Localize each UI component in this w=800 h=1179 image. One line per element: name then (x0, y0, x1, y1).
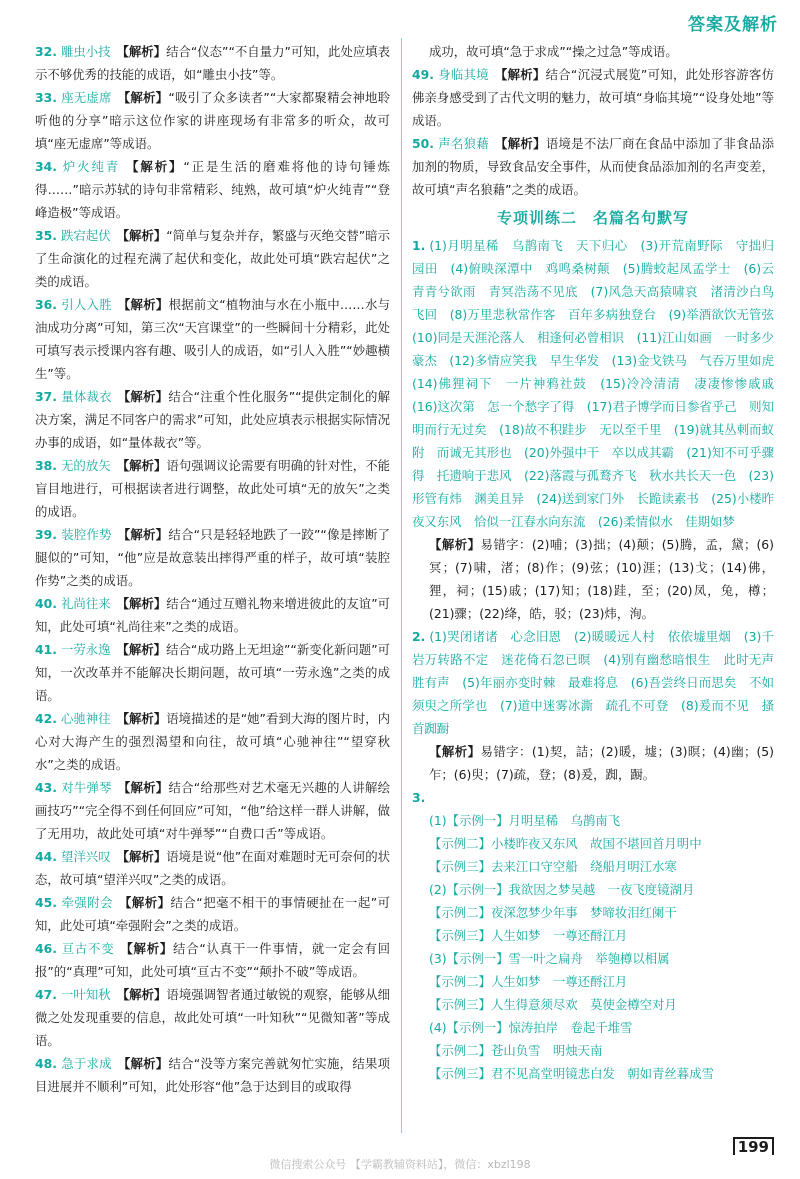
analysis-text: 结合“沉浸式展览”可知，此处形容游客仿佛亲身感受到了古代文明的魅力，故可填“身临其境”“设身处地”等成语。 (412, 67, 775, 128)
analysis-tag: 【解析】 (117, 1056, 169, 1071)
page-number: 199 (733, 1137, 774, 1155)
analysis-tag: 【解析】 (117, 780, 169, 795)
analysis-tag: 【解析】 (116, 44, 167, 59)
question-1-analysis (412, 533, 774, 625)
question-3 (412, 786, 774, 1085)
analysis-tag: 【解析】 (116, 596, 167, 611)
analysis-text: 语境强调智者通过敏锐的观察，能够从细微之处发现重要的信息，故此处可填“一叶知秋”“见微知著”等成语。 (35, 987, 391, 1048)
answer-term: 礼尚往来 (60, 596, 111, 611)
example-line: 【示例三】人生得意须尽欢 莫使金樽空对月 (429, 997, 677, 1012)
entry-number: 36. (35, 297, 57, 312)
answer-term: 身临其境 (437, 67, 489, 82)
example-line: (1)【示例一】月明星稀 乌鹊南飞 (429, 813, 621, 828)
analysis-text: 语境是不法厂商在食品中添加了非食品添加剂的物质，导致食品安全事件，从而使食品添加剂的名声变差，故可填“声名狼藉”之类的成语。 (412, 136, 775, 197)
question-1 (412, 234, 787, 533)
answer-term: 对牛弹琴 (60, 780, 112, 795)
question-number: 1. (412, 238, 426, 253)
analysis-text: “简单与复杂并存，繁盛与灭绝交替”暗示了生命演化的过程充满了起伏和变化，故此处可填“跌宕起伏”之类的成语。 (35, 228, 391, 289)
answer-list: (1)哭闭诸诸 心念旧恩 (2)暖暖远人村 依依墟里烟 (3)千岩万转路不定 迷花倚石忽已暝 (4)别有幽愁暗恨生 此时无声胜有声 (5)年丽亦变时棘 最难将息 (6)吾尝终日而思矣 不如须臾之所学也 (7)道中迷雾冰澌 疏孔不可登 (8)爰而不见 搔首踟蹰 (412, 629, 774, 736)
question-2-analysis (412, 740, 774, 786)
analysis-tag: 【解析】 (126, 159, 184, 174)
answer-term: 无的放矢 (60, 458, 111, 473)
entry-number: 42. (35, 711, 57, 726)
example-line: 【示例三】人生如梦 一尊还酹江月 (429, 928, 628, 943)
answer-term: 心驰神往 (60, 711, 111, 726)
answer-term: 急于求成 (60, 1056, 112, 1071)
answer-entry (35, 385, 390, 454)
answer-term: 雕虫小技 (60, 44, 111, 59)
analysis-tag: 【解析】 (429, 744, 481, 759)
analysis-tag: 【解析】 (116, 987, 167, 1002)
analysis-text: 易错字：(2)哺；(3)拙；(4)颠；(5)腾，孟，黛；(6)冥；(7)啸，渚；(8)作；(9)弦；(10)涯；(13)戈；(14)佛，狸，祠；(15)戚；(17)知；(18)跬，至；(20)凤，兔，樽；(21)骤；(22)绛，皓，驳；(23)炜，洵。 (429, 537, 774, 621)
column-divider (401, 38, 402, 1133)
answer-term: 跌宕起伏 (60, 228, 111, 243)
example-line: (2)【示例一】我欲因之梦吴越 一夜飞度镜湖月 (429, 882, 695, 897)
answer-term: 一叶知秋 (60, 987, 111, 1002)
analysis-tag: 【解析】 (116, 458, 167, 473)
right-column (412, 40, 787, 1085)
analysis-text: “正是生活的磨难将他的诗句锤炼得……”暗示苏轼的诗句非常精彩、纯熟，故可填“炉火纯青”“登峰造极”等成语。 (35, 159, 391, 220)
continued-analysis: 成功，故可填“急于求成”“操之过急”等成语。 (429, 44, 678, 59)
example-line: 【示例二】苍山负雪 明烛天南 (429, 1043, 603, 1058)
entry-number: 34. (35, 159, 57, 174)
analysis-tag: 【解析】 (120, 941, 174, 956)
example-line: 【示例二】小楼昨夜又东风 故国不堪回首月明中 (429, 836, 702, 851)
answer-entry (35, 776, 390, 845)
analysis-text: 易错字：(1)契，詰；(2)暖，墟；(3)暝；(4)幽；(5)乍；(6)臾；(7)疏，登；(8)爰，踟，蹰。 (429, 744, 774, 782)
analysis-text: 结合“通过互赠礼物来增进彼此的友谊”可知，此处可填“礼尚往来”之类的成语。 (35, 596, 391, 634)
answer-entry (35, 523, 390, 592)
analysis-text: 结合“给那些对艺术毫无兴趣的人讲解绘画技巧”“完全得不到任何回应”可知，“他”给这样一群人讲解，做了无用功，故此处可填“对牛弹琴”“自费口舌”等成语。 (35, 780, 391, 841)
answer-entry (35, 937, 390, 983)
entry-number: 48. (35, 1056, 57, 1071)
answer-entry (35, 845, 390, 891)
analysis-tag: 【解析】 (116, 849, 167, 864)
example-lines (412, 809, 774, 1085)
analysis-text: 结合“认真干一件事情，就一定会有回报”的“真理”可知，此处可填“亘古不变”“颠扑不破”等成语。 (35, 941, 391, 979)
analysis-tag: 【解析】 (117, 90, 169, 105)
analysis-text: 语句强调议论需要有明确的针对性，不能盲目地进行，可根据读者进行调整，故此处可填“无的放矢”之类的成语。 (35, 458, 391, 519)
analysis-text: “吸引了众多读者”“大家都聚精会神地聆听他的分享”暗示这位作家的讲座现场有非常多的听众，故可填“座无虚席”等成语。 (35, 90, 391, 151)
answer-term: 亘古不变 (60, 941, 115, 956)
answer-entry (412, 132, 774, 201)
right-entries (412, 63, 774, 201)
example-line: 【示例二】人生如梦 一尊还酹江月 (429, 974, 628, 989)
entry-number: 37. (35, 389, 57, 404)
answer-entry (35, 592, 390, 638)
answer-term: 装腔作势 (60, 527, 112, 542)
analysis-tag: 【解析】 (116, 642, 167, 657)
answer-term: 声名狼藉 (437, 136, 490, 151)
entry-number: 41. (35, 642, 57, 657)
example-line: 【示例二】夜深忽梦少年事 梦啼妆泪红阑干 (429, 905, 677, 920)
analysis-text: 结合“仪态”“不自量力”可知，此处应填表示不够优秀的技能的成语，如“雕虫小技”等。 (35, 44, 391, 82)
example-line: (3)【示例一】雪一叶之扁舟 举匏樽以相属 (429, 951, 670, 966)
example-line: 【示例三】君不见高堂明镜悲白发 朝如青丝暮成雪 (429, 1066, 714, 1081)
question-number: 2. (412, 629, 426, 644)
analysis-text: 语境描述的是“她”看到大海的图片时，内心对大海产生的强烈渴望和向往，故可填“心驰神往”“望穿秋水”之类的成语。 (35, 711, 391, 772)
answer-entry (35, 454, 390, 523)
answer-entry (412, 63, 774, 132)
answer-term: 引人入胜 (60, 297, 112, 312)
entry-number: 44. (35, 849, 57, 864)
analysis-text: 结合“只是轻轻地跌了一跤”“像是摔断了腿似的”可知，“他”应是故意装出摔得严重的样子，故可填“装腔作势”之类的成语。 (35, 527, 391, 588)
example-line: 【示例三】去来江口守空船 绕船月明江水寒 (429, 859, 677, 874)
question-2 (412, 625, 774, 740)
answer-term: 量体裁衣 (60, 389, 112, 404)
analysis-tag: 【解析】 (429, 537, 481, 552)
answer-entry (35, 983, 390, 1052)
entry-number: 47. (35, 987, 57, 1002)
analysis-text: 结合“注重个性化服务”“提供定制化的解决方案，满足不同客户的需求”可知，此处应填表示根据实际情况办事的成语，如“量体裁衣”等。 (35, 389, 391, 450)
entry-number: 40. (35, 596, 57, 611)
entry-number: 49. (412, 67, 434, 82)
answer-entry (35, 1052, 390, 1098)
section-title: 专项训练二 名篇名句默写 (496, 209, 689, 227)
entry-number: 32. (35, 44, 57, 59)
answer-entry (35, 155, 390, 224)
analysis-tag: 【解析】 (117, 297, 169, 312)
analysis-text: 根据前文“植物油与水在小瓶中……水与油成功分离”可知，第三次“天宫课堂”的一些瞬间十分精彩，此处可填写表示授课内容有趣、吸引人的成语，如“引人入胜”“妙趣横生”等。 (35, 297, 391, 381)
analysis-text: 结合“成功路上无坦途”“新变化新问题”可知，一次改革并不能解决长期问题，故可填“一劳永逸”之类的成语。 (35, 642, 391, 703)
analysis-tag: 【解析】 (117, 527, 169, 542)
answer-entry (35, 40, 390, 86)
answer-entry (35, 891, 390, 937)
answer-entry (35, 293, 390, 385)
analysis-tag: 【解析】 (118, 895, 171, 910)
entry-number: 39. (35, 527, 57, 542)
answer-entry (35, 86, 390, 155)
analysis-tag: 【解析】 (116, 228, 167, 243)
answer-term: 座无虚席 (60, 90, 112, 105)
answer-term: 一劳永逸 (60, 642, 111, 657)
watermark-text: 微信搜索公众号 【学霸教辅资料站】，微信：xbzl198 (269, 1158, 531, 1171)
analysis-text: 结合“没等方案完善就匆忙实施，结果项目进展并不顺利”可知，此处形容“他”急于达到目的或取得 (35, 1056, 391, 1094)
analysis-tag: 【解析】 (117, 389, 169, 404)
answer-term: 炉火纯青 (60, 159, 121, 174)
left-column (35, 40, 390, 1098)
entry-number: 45. (35, 895, 57, 910)
answer-term: 牵强附会 (60, 895, 113, 910)
answer-term: 望洋兴叹 (60, 849, 111, 864)
entry-number: 38. (35, 458, 57, 473)
analysis-text: 结合“把毫不相干的事情硬扯在一起”可知，此处可填“牵强附会”之类的成语。 (35, 895, 391, 933)
answer-entry (35, 224, 390, 293)
analysis-tag: 【解析】 (495, 136, 546, 151)
analysis-text: 语境是说“他”在面对难题时无可奈何的状态，故可填“望洋兴叹”之类的成语。 (35, 849, 391, 887)
entry-number: 43. (35, 780, 57, 795)
entry-number: 46. (35, 941, 57, 956)
analysis-tag: 【解析】 (494, 67, 546, 82)
entry-number: 50. (412, 136, 434, 151)
entry-number: 33. (35, 90, 57, 105)
answer-entry (35, 707, 390, 776)
answer-list: (1)月明星稀 乌鹊南飞 天下归心 (3)开荒南野际 守拙归园田 (4)俯映深潭中 鸡鸣桑树颠 (5)腾蛟起凤孟学士 (6)云青青兮欲雨 青冥浩荡不见底 (7)风急天高猿啸哀 渚清沙白鸟飞回 (8)万里悲秋常作客 百年多病独登台 (9)举酒欲饮无管弦 (10)同是天涯沦落人 相逢何必曾相识 (11)江山如画 一时多少豪杰 (12)多情应笑我 早生华发 (13)金戈铁马 气吞万里如虎 (14)佛狸祠下 一片神鸦社鼓 (15)冷冷清清 凄凄惨惨戚戚 (16)这次第 怎一个愁字了得 (17)君子博学而日参省乎己 则知明而行无过矣 (18)故不积跬步 无以至千里 (19)就其丛刺而蚁附 而诚无其形也 (20)外强中干 卒以成其霸 (21)知不可乎骤得 托遗响于悲风 (22)落霞与孤鹜齐飞 秋水共长天一色 (23)形管有炜 渊美且异 (24)送到家门外 长跪读素书 (25)小楼昨夜又东风 恰似一江春水向东流 (26)柔情似水 佳期如梦 (412, 238, 787, 529)
answer-entry (35, 638, 390, 707)
analysis-tag: 【解析】 (116, 711, 167, 726)
example-line: (4)【示例一】惊涛拍岸 卷起千堆雪 (429, 1020, 633, 1035)
entry-number: 35. (35, 228, 57, 243)
page-header-title: 答案及解析 (688, 15, 778, 35)
question-number: 3. (412, 790, 426, 805)
